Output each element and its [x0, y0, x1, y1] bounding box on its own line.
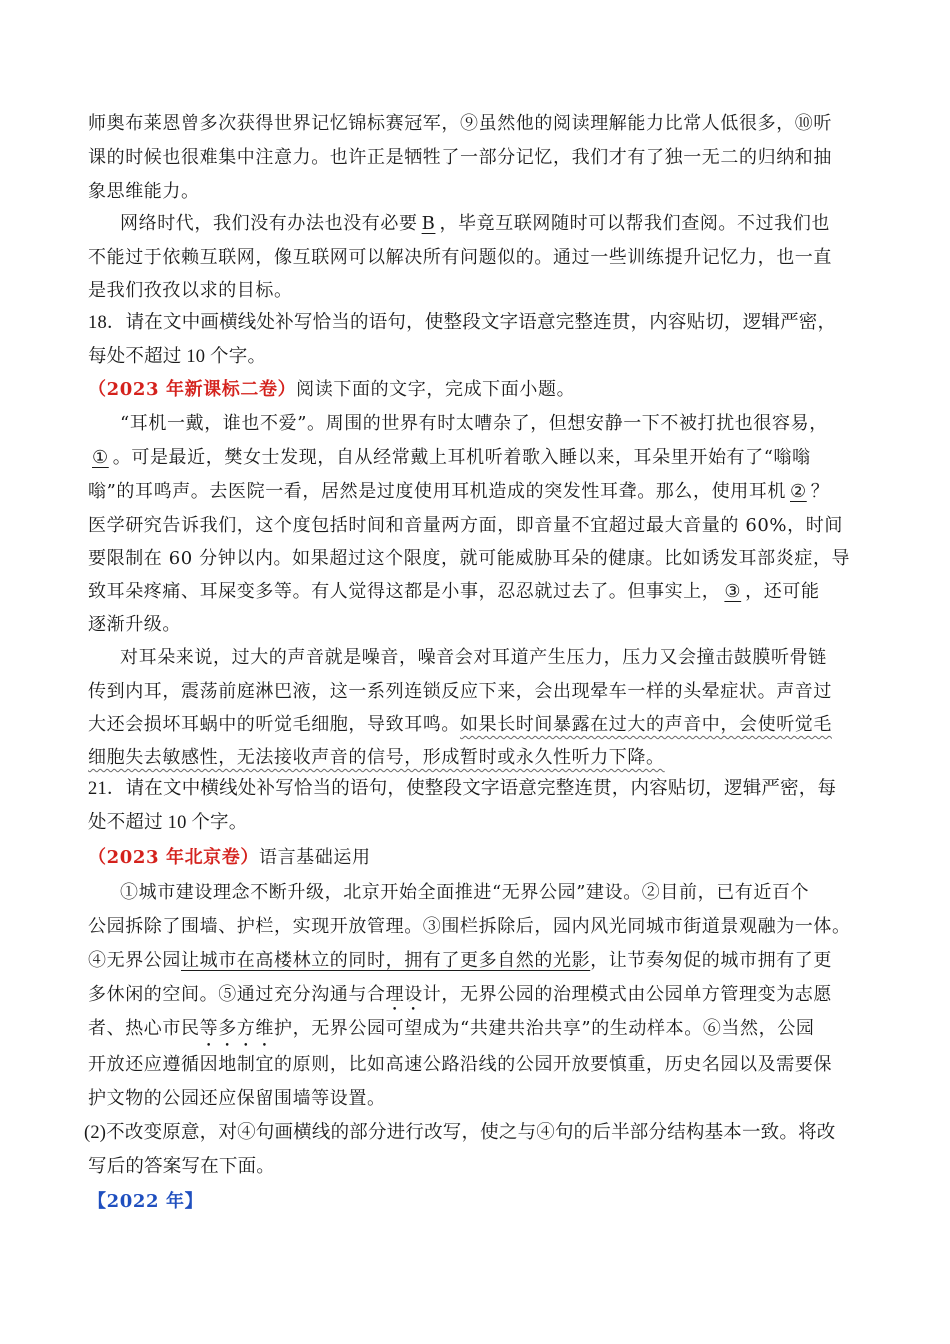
emphasis-char: 地 — [218, 1054, 237, 1075]
text-line: 医学研究告诉我们，这个度包括时间和音量两方面，即音量不宜超过最大音量的 60%，时间 — [88, 515, 843, 536]
emphasis-char: 宜 — [255, 1054, 275, 1075]
text-line: 传到内耳，震荡前庭淋巴液，这一系列连锁反应下来，会出现晕车一样的头晕症状。声音过 — [88, 681, 832, 702]
text-line: 网络时代，我们没有办法也没有必要 B ，毕竟互联网随时可以帮我们查阅。不过我们也 — [120, 213, 831, 234]
text-line: 象思维能力。 — [88, 181, 200, 202]
answer-blank: ② — [790, 481, 807, 502]
text-line: 护文物的公园还应保留围墙等设置。 — [88, 1088, 386, 1109]
text-line: 师奥布莱恩曾多次获得世界记忆锦标赛冠军，⑨虽然他的阅读理解能力比常人低很多，⑩听 — [88, 113, 832, 134]
text-line: 致耳朵疼痛、耳屎变多等。有人觉得这都是小事，忍忍就过去了。但事实上， ③ ，还可能 — [88, 581, 820, 602]
source-tag: （2023 年新课标二卷） — [88, 379, 297, 400]
emphasis-char: 制 — [236, 1054, 256, 1075]
text-line — [88, 745, 665, 771]
source-tag: （2023 年北京卷） — [88, 847, 259, 868]
text-line: 嗡”的耳鸣声。去医院一看，居然是过度使用耳机造成的突发性耳聋。那么，使用耳机 ② ？ — [88, 481, 830, 502]
year-heading: 【2022 年】 — [88, 1191, 204, 1212]
underlined-sentence: 让城市在高楼林立的同时，拥有了更多自然的光影 — [181, 950, 591, 971]
text-line: ④无界公园让城市在高楼林立的同时，拥有了更多自然的光影，让节奏匆促的城市拥有了更 — [88, 950, 833, 971]
question-2-cont: 写后的答案写在下面。 — [88, 1157, 276, 1177]
text-line: 逐渐升级。 — [88, 614, 181, 635]
emphasis-char: 可 — [385, 1018, 405, 1039]
answer-blank: ③ — [724, 581, 742, 602]
question-21-cont: 处不超过 10 个字。 — [88, 813, 248, 833]
wavy-underlined-text: 细胞失去敏感性，无法接收声音的信号，形成暂时或永久性听力下降。 — [88, 747, 665, 768]
emphasis-char: 因 — [199, 1054, 219, 1075]
text-line: 者、热心市民等多方维护，无界公园可望成为“共建共治共享”的生动样本。⑥当然，公园 — [88, 1018, 815, 1039]
text-line: 大还会损坏耳蜗中的听觉毛细胞，导致耳鸣。如果长时间暴露在过大的声音中，会使听觉毛 — [88, 714, 832, 735]
text-line: 多休闲的空间。⑤通过充分沟通与合理设计，无界公园的治理模式由公园单方管理变为志愿 — [88, 984, 832, 1005]
text-line: 开放还应遵循因地制宜的原则，比如高速公路沿线的公园开放要慎重，历史名园以及需要保 — [88, 1054, 833, 1075]
text-line: ① 。可是最近，樊女士发现，自从经常戴上耳机听着歌入睡以来，耳朵里开始有了“嗡嗡 — [88, 445, 811, 471]
source-heading: （2023 年北京卷）语言基础运用 — [88, 847, 371, 868]
answer-blank: ① — [92, 447, 109, 468]
text-line: ①城市建设理念不断升级，北京开始全面推进“无界公园”建设。②目前，已有近百个 — [120, 882, 810, 903]
text-line: 是我们孜孜以求的目标。 — [88, 280, 293, 301]
answer-blank: B — [421, 213, 436, 234]
question-18-cont: 每处不超过 10 个字。 — [88, 347, 267, 367]
wavy-underlined-text: 如果长时间暴露在过大的声音中，会使听觉毛 — [460, 714, 832, 735]
text-line: 不能过于依赖互联网，像互联网可以解决所有问题似的。通过一些训练提升记忆力，也一直 — [88, 247, 832, 268]
question-21: 21．请在文中横线处补写恰当的语句，使整段文字语意完整连贯，内容贴切，逻辑严密，每 — [88, 779, 837, 799]
question-2: (2)不改变原意，对④句画横线的部分进行改写，使之与④句的后半部分结构基本一致。将改 — [84, 1123, 836, 1143]
emphasis-char: 望 — [404, 1018, 423, 1039]
text-line: 要限制在 60 分钟以内。如果超过这个限度，就可能威胁耳朵的健康。比如诱发耳部炎症，导 — [88, 548, 851, 569]
text-line: 对耳朵来说，过大的声音就是噪音，噪音会对耳道产生压力，压力又会撞击鼓膜听骨链 — [120, 647, 827, 668]
text-line: 课的时候也很难集中注意力。也许正是牺牲了一部分记忆，我们才有了独一无二的归纳和抽 — [88, 147, 832, 168]
text-line: “耳机一戴，谁也不爱”。周围的世界有时太嘈杂了，但想安静一下不被打扰也很容易， — [120, 413, 828, 434]
question-18: 18．请在文中画横线处补写恰当的语句，使整段文字语意完整连贯，内容贴切，逻辑严密， — [88, 313, 837, 333]
source-heading: （2023 年新课标二卷）阅读下面的文字，完成下面小题。 — [88, 379, 576, 400]
text-line: 公园拆除了围墙、护栏，实现开放管理。③围栏拆除后，园内风光同城市街道景观融为一体。 — [88, 916, 851, 937]
